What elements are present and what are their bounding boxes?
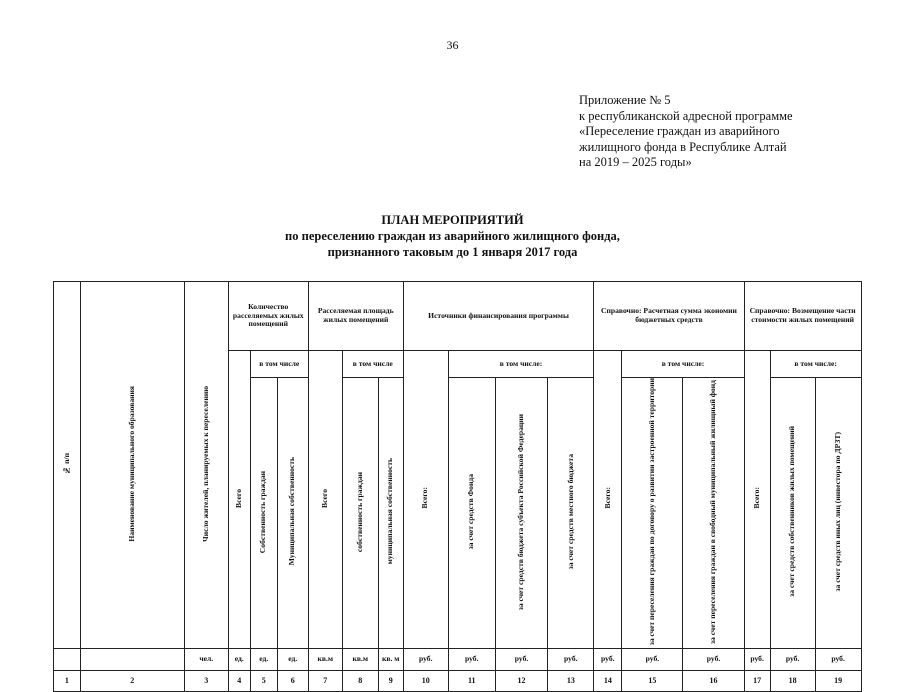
header-text: Всего <box>233 488 243 508</box>
page-number: 36 <box>446 38 459 52</box>
column-number-cell: 4 <box>228 670 250 691</box>
column-number-cell: 18 <box>770 670 815 691</box>
appendix-line: к республиканской адресной программе <box>579 108 793 123</box>
title-line: ПЛАН МЕРОПРИЯТИЙ <box>381 213 524 227</box>
savings-incl-header: в том числе: <box>622 351 744 378</box>
column-number-cell: 8 <box>342 670 378 691</box>
group-sources-header: Источники финансирования программы <box>403 282 594 351</box>
unit-cell: руб. <box>622 648 683 670</box>
header-text: Наименование муниципального образования <box>126 385 136 542</box>
units-row <box>54 648 862 670</box>
document-title <box>0 212 905 260</box>
header-text: за счет средств бюджета субъекта Российской Федерации <box>516 413 526 610</box>
unit-cell: ед. <box>277 648 308 670</box>
sources-regional-header <box>495 378 548 649</box>
area-municipal-header <box>378 378 403 649</box>
area-citizens-header <box>342 378 378 649</box>
header-text: за счет переселения граждан по договору о развитии застроенной территории <box>647 378 657 646</box>
savings-development-header <box>622 378 683 649</box>
col-name-header <box>80 282 184 649</box>
compensation-owners-header <box>770 378 815 649</box>
header-text: муниципальная собственность <box>385 458 395 565</box>
sources-local-header <box>548 378 594 649</box>
sources-total-header <box>403 351 448 649</box>
sources-incl-header: в том числе: <box>448 351 594 378</box>
header-text: № п/п <box>61 452 71 475</box>
column-number-cell: 7 <box>308 670 342 691</box>
column-number-cell: 17 <box>744 670 770 691</box>
plan-table <box>53 281 862 692</box>
header-text: Число жителей, планируемых к переселению <box>200 385 210 542</box>
unit-cell: руб. <box>770 648 815 670</box>
group-count-header: Количество расселяемых жилых помещений <box>228 282 308 351</box>
unit-cell <box>80 648 184 670</box>
compensation-total-header <box>744 351 770 649</box>
savings-total-header <box>594 351 622 649</box>
unit-cell: ед. <box>250 648 277 670</box>
count-citizens-header <box>250 378 277 649</box>
column-number-cell: 12 <box>495 670 548 691</box>
column-number-cell: 3 <box>184 670 228 691</box>
unit-cell: руб. <box>548 648 594 670</box>
column-number-cell: 6 <box>277 670 308 691</box>
unit-cell: руб. <box>594 648 622 670</box>
column-number-cell: 1 <box>54 670 81 691</box>
unit-cell: руб. <box>403 648 448 670</box>
unit-cell: кв.м <box>342 648 378 670</box>
group-compensation-header: Справочно: Возмещение части стоимости жилых помещений <box>744 282 861 351</box>
header-text: Всего: <box>602 487 612 509</box>
column-number-cell: 19 <box>815 670 861 691</box>
appendix-line: на 2019 – 2025 годы» <box>579 155 692 169</box>
savings-free-fund-header <box>683 378 744 649</box>
unit-cell: кв. м <box>378 648 403 670</box>
count-municipal-header <box>277 378 308 649</box>
unit-cell: чел. <box>184 648 228 670</box>
column-number-cell: 5 <box>250 670 277 691</box>
unit-cell <box>54 648 81 670</box>
unit-cell: руб. <box>744 648 770 670</box>
col-residents-header <box>184 282 228 649</box>
column-numbers-row <box>54 670 862 691</box>
header-row-groups <box>54 282 862 351</box>
column-number-cell: 16 <box>683 670 744 691</box>
column-number-cell: 11 <box>448 670 495 691</box>
column-number-cell: 13 <box>548 670 594 691</box>
title-line: признанного таковым до 1 января 2017 года <box>327 245 578 259</box>
sources-fund-header <box>448 378 495 649</box>
unit-cell: руб. <box>448 648 495 670</box>
appendix-line: жилищного фонда в Республике Алтай <box>579 139 787 154</box>
compensation-other-header <box>815 378 861 649</box>
column-number-cell: 9 <box>378 670 403 691</box>
unit-cell: руб. <box>495 648 548 670</box>
column-number-cell: 2 <box>80 670 184 691</box>
area-incl-header: в том числе <box>342 351 403 378</box>
header-text: Всего: <box>751 487 761 509</box>
header-text: за счет переселения граждан в свободный муниципальный жилищный фонд <box>708 379 718 644</box>
unit-cell: кв.м <box>308 648 342 670</box>
header-text: Всего: <box>420 487 430 509</box>
header-text: Муниципальная собственность <box>287 457 297 566</box>
appendix-line: Приложение № 5 <box>579 93 671 107</box>
appendix-block <box>579 93 899 171</box>
unit-cell: руб. <box>815 648 861 670</box>
header-text: за счет средств иных лиц (инвестора по ДРЗТ) <box>832 431 842 592</box>
count-total-header <box>228 351 250 649</box>
header-text: за счет средств местного бюджета <box>565 453 575 570</box>
area-total-header <box>308 351 342 649</box>
count-incl-header: в том числе <box>250 351 308 378</box>
group-area-header: Расселяемая площадь жилых помещений <box>308 282 403 351</box>
column-number-cell: 10 <box>403 670 448 691</box>
unit-cell: ед. <box>228 648 250 670</box>
title-line: по переселению граждан из аварийного жилищного фонда, <box>285 229 620 243</box>
header-text: собственность граждан <box>354 471 364 552</box>
header-text: Всего <box>319 488 329 508</box>
header-text: Собственность граждан <box>258 470 268 553</box>
column-number-cell: 14 <box>594 670 622 691</box>
compensation-incl-header: в том числе: <box>770 351 861 378</box>
column-number-cell: 15 <box>622 670 683 691</box>
appendix-line: «Переселение граждан из аварийного <box>579 124 780 138</box>
group-savings-header: Справочно: Расчетная сумма экономии бюджетных средств <box>594 282 744 351</box>
unit-cell: руб. <box>683 648 744 670</box>
header-text: за счет средств Фонда <box>466 473 476 550</box>
header-text: за счет средств собственников жилых помещений <box>787 426 797 598</box>
col-no-header <box>54 282 81 649</box>
